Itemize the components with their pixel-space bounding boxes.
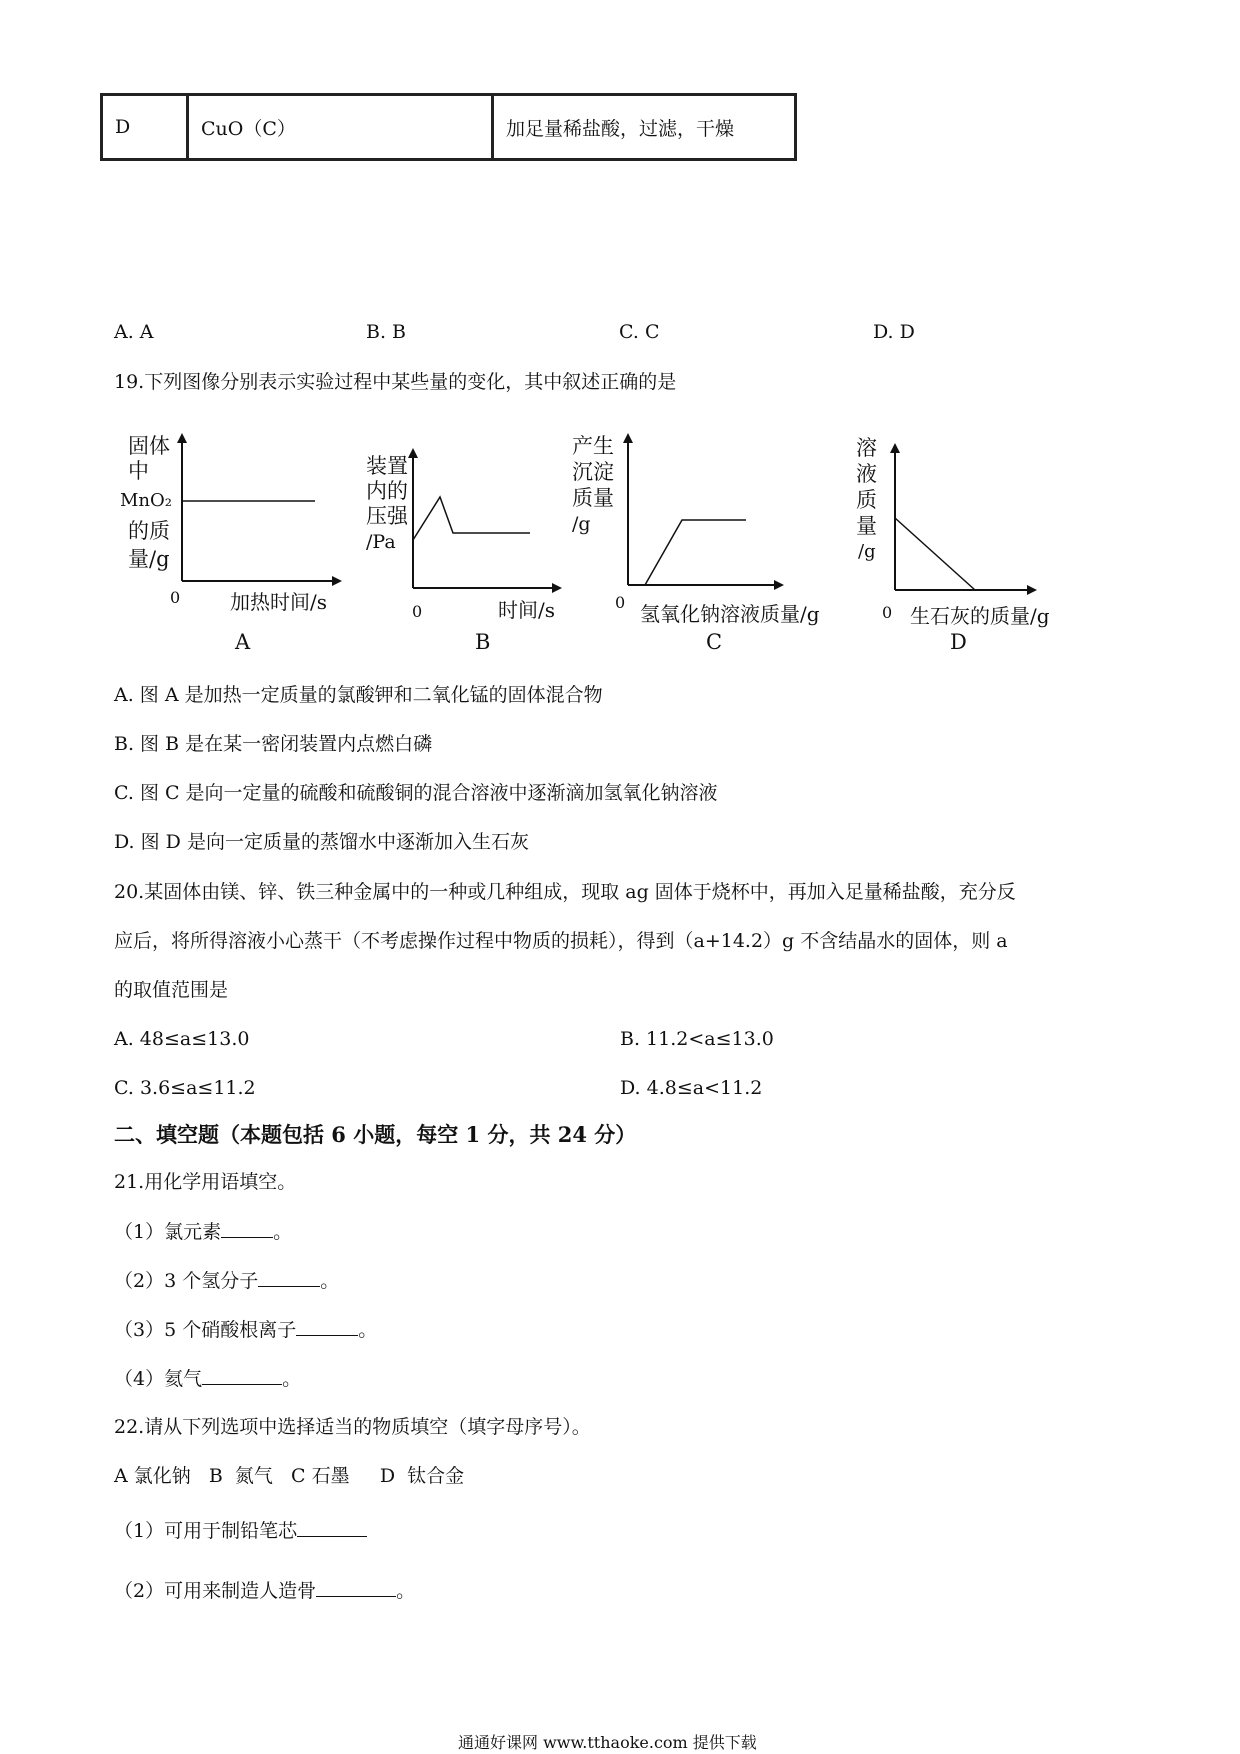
graph-a-ylabel-4: 的质	[128, 519, 170, 543]
q20-option-a: A. 48≤a≤13.0	[114, 1028, 250, 1050]
q22-choices: A 氯化钠 B 氮气 C 石墨 D 钛合金	[114, 1465, 465, 1487]
q19-stem: 19.下列图像分别表示实验过程中某些量的变化，其中叙述正确的是	[114, 371, 677, 393]
graph-a-ylabel-3: MnO₂	[120, 490, 172, 511]
graph-c-ylabel-3: 质量	[572, 486, 614, 510]
answer-blank[interactable]	[297, 1518, 367, 1537]
answer-blank[interactable]	[316, 1578, 396, 1597]
q21-item-1-text: （1）氯元素	[114, 1221, 222, 1243]
graph-a-ylabel-2: 中	[128, 459, 149, 483]
q19-option-a: A. 图 A 是加热一定质量的氯酸钾和二氧化锰的固体混合物	[114, 684, 603, 706]
graph-d-ylabel-1: 溶	[856, 436, 877, 460]
graph-c-ylabel-4: /g	[572, 513, 591, 535]
q21-item-2: （2）3 个氢分子 。	[114, 1270, 340, 1292]
q18-option-b: B. B	[366, 321, 407, 343]
q20-line-3: 的取值范围是	[114, 979, 229, 1001]
q22-stem: 22.请从下列选项中选择适当的物质填空（填字母序号）。	[114, 1416, 591, 1438]
graph-d-ylabel-5: /g	[858, 541, 876, 562]
graph-c-ylabel-1: 产生	[572, 434, 614, 458]
q22-item-1-text: （1）可用于制铅笔芯	[114, 1520, 298, 1542]
q19-option-d: D. 图 D 是向一定质量的蒸馏水中逐渐加入生石灰	[114, 831, 529, 853]
graph-c-xlabel: 氢氧化钠溶液质量/g	[640, 602, 820, 626]
graph-d-ylabel-2: 液	[856, 462, 877, 486]
graph-a	[120, 434, 340, 654]
q22-item-2-text: （2）可用来制造人造骨	[114, 1580, 317, 1602]
q19-graphs	[110, 425, 1070, 655]
q18-option-c: C. C	[619, 321, 660, 343]
graph-d-origin: 0	[882, 603, 893, 622]
graph-d-xlabel: 生石灰的质量/g	[910, 604, 1050, 628]
q21-item-2-text: （2）3 个氢分子	[114, 1270, 259, 1292]
q18-option-a: A. A	[114, 321, 154, 343]
table-cell-label: D	[102, 95, 188, 160]
graph-c-ylabel-2: 沉淀	[572, 460, 614, 484]
graph-a-xlabel: 加热时间/s	[230, 590, 328, 614]
q20-option-c: C. 3.6≤a≤11.2	[114, 1077, 256, 1099]
q21-item-3: （3）5 个硝酸根离子 。	[114, 1319, 378, 1341]
q20-line-2: 应后，将所得溶液小心蒸干（不考虑操作过程中物质的损耗），得到（a+14.2）g 不含结晶水的固体，则 a	[114, 930, 1008, 952]
footer-text: 通通好课网 www.tthaoke.com 提供下载	[458, 1733, 757, 1752]
graph-d-label: D	[950, 630, 967, 654]
table-row	[102, 95, 796, 160]
answer-blank[interactable]	[296, 1317, 358, 1336]
q20-option-d: D. 4.8≤a<11.2	[620, 1077, 763, 1099]
answer-blank[interactable]	[258, 1268, 320, 1287]
q22-item-1	[114, 1518, 367, 1543]
q20-option-b: B. 11.2<a≤13.0	[620, 1028, 774, 1050]
graph-b-xlabel: 时间/s	[498, 598, 556, 622]
graph-a-ylabel-5: 量/g	[128, 547, 170, 571]
options-table	[100, 93, 797, 161]
graph-b-ylabel-3: 压强	[366, 504, 408, 528]
q21-item-1: （1）氯元素 。	[114, 1221, 293, 1243]
graph-b-origin: 0	[412, 602, 423, 621]
q20-line-1: 20.某固体由镁、锌、铁三种金属中的一种或几种组成，现取 ag 固体于烧杯中，再加入足量稀盐酸，充分反	[114, 881, 1016, 903]
graph-d	[856, 436, 1050, 654]
graph-c-origin: 0	[615, 593, 626, 612]
q19-option-c: C. 图 C 是向一定量的硫酸和硫酸铜的混合溶液中逐渐滴加氢氧化钠溶液	[114, 782, 718, 804]
graph-d-ylabel-3: 质	[856, 488, 877, 512]
graph-a-ylabel-1: 固体	[128, 434, 170, 458]
q21-item-4: （4）氦气 。	[114, 1368, 302, 1390]
q21-item-3-text: （3）5 个硝酸根离子	[114, 1319, 297, 1341]
answer-blank[interactable]	[221, 1219, 273, 1238]
graph-d-ylabel-4: 量	[856, 514, 877, 538]
answer-blank[interactable]	[202, 1366, 282, 1385]
graph-c-label: C	[706, 630, 723, 654]
graph-c	[572, 434, 820, 654]
graph-c-line	[645, 520, 746, 585]
graph-d-line	[895, 518, 975, 590]
q19-option-b: B. 图 B 是在某一密闭装置内点燃白磷	[114, 733, 433, 755]
graph-b-line	[413, 497, 530, 540]
table-cell-method: 加足量稀盐酸，过滤，干燥	[493, 95, 796, 160]
graph-b-ylabel-2: 内的	[366, 479, 408, 503]
q22-item-2: （2）可用来制造人造骨 。	[114, 1580, 416, 1602]
table-cell-substance: CuO（C）	[188, 95, 493, 160]
graph-a-label: A	[235, 630, 251, 654]
graph-a-origin: 0	[170, 588, 181, 607]
graph-b	[366, 450, 560, 654]
graph-b-ylabel-1: 装置	[366, 454, 408, 478]
section-heading: 二、填空题（本题包括 6 小题，每空 1 分，共 24 分）	[114, 1122, 637, 1147]
q21-stem: 21.用化学用语填空。	[114, 1171, 297, 1193]
q18-option-d: D. D	[873, 321, 915, 343]
q21-item-4-text: （4）氦气	[114, 1368, 203, 1390]
graph-b-ylabel-4: /Pa	[366, 531, 396, 553]
graph-b-label: B	[475, 630, 491, 654]
